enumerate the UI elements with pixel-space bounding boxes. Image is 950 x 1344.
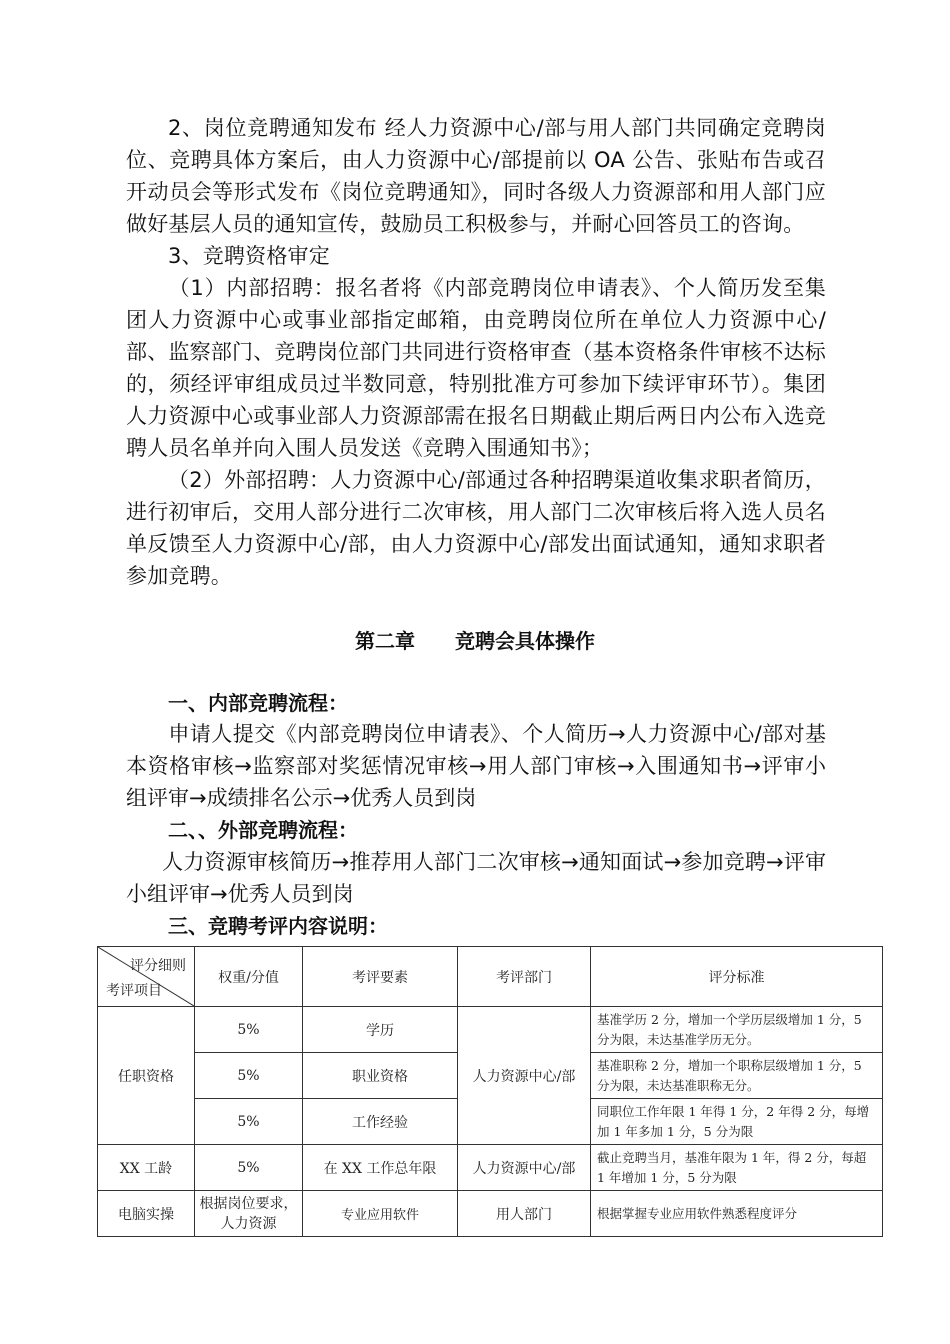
criteria-cell: 根据掌握专业应用软件熟悉程度评分 <box>591 1191 883 1237</box>
section-external-body: 人力资源审核简历→推荐用人部门二次审核→通知面试→参加竞聘→评审小组评审→优秀人员到岗 <box>126 850 826 906</box>
weight-cell: 5% <box>195 1007 303 1053</box>
scoring-table <box>97 946 883 1237</box>
paragraph-internal-recruit: （1）内部招聘：报名者将《内部竞聘岗位申请表》、个人简历发至集团人力资源中心或事业部指定邮箱，由竞聘岗位所在单位人力资源中心/部、监察部门、竞聘岗位部门共同进行资格审查（基本资格条件审核不达标的，须经评审组成员过半数同意，特别批准方可参加下续评审环节）。集团人力资源中心或事业部人力资源部需在报名日期截止期后两日内公布入选竞聘人员名单并向入围人员发送《竞聘入围通知书》； <box>126 276 826 460</box>
weight-cell: 5% <box>195 1145 303 1191</box>
chapter-heading <box>0 625 950 654</box>
factor-cell: 在 XX 工作总年限 <box>303 1145 458 1191</box>
header-dept: 考评部门 <box>458 947 591 1007</box>
header-factor: 考评要素 <box>303 947 458 1007</box>
diag-top-label: 评分细则 <box>130 958 186 974</box>
section-external-title: 二、、外部竞聘流程： <box>168 818 358 842</box>
section-criteria-title: 三、竞聘考评内容说明： <box>168 914 388 938</box>
item-cell: 任职资格 <box>98 1007 195 1145</box>
diagonal-header-cell <box>98 947 195 1007</box>
header-criteria: 评分标准 <box>591 947 883 1007</box>
factor-cell: 学历 <box>303 1007 458 1053</box>
item-cell: XX 工龄 <box>98 1145 195 1191</box>
chapter-number: 第二章 <box>355 629 415 653</box>
criteria-cell: 基准学历 2 分，增加一个学历层级增加 1 分，5 分为限，未达基准学历无分。 <box>591 1007 883 1053</box>
criteria-cell: 同职位工作年限 1 年得 1 分，2 年得 2 分，每增加 1 年多加 1 分，5 分为限 <box>591 1099 883 1145</box>
chapter-title: 竞聘会具体操作 <box>455 629 595 653</box>
section-internal-body: 申请人提交《内部竞聘岗位申请表》、个人简历→人力资源中心/部对基本资格审核→监察部对奖惩情况审核→用人部门审核→入围通知书→评审小组评审→成绩排名公示→优秀人员到岗 <box>126 722 826 810</box>
section-internal-title: 一、内部竞聘流程： <box>168 691 348 715</box>
paragraph-external-recruit: （2）外部招聘：人力资源中心/部通过各种招聘渠道收集求职者简历，进行初审后，交用人部分进行二次审核，用人部门二次审核后将入选人员名单反馈至人力资源中心/部，由人力资源中心/部发出面试通知，通知求职者参加竞聘。 <box>126 468 826 588</box>
item-cell: 电脑实操 <box>98 1191 195 1237</box>
weight-cell: 5% <box>195 1099 303 1145</box>
table-row <box>98 1007 883 1053</box>
factor-cell: 职业资格 <box>303 1053 458 1099</box>
dept-cell: 用人部门 <box>458 1191 591 1237</box>
diag-bottom-label: 考评项目 <box>106 983 162 999</box>
table-header-row <box>98 947 883 1007</box>
weight-cell: 根据岗位要求，人力资源 <box>195 1191 303 1237</box>
weight-cell: 5% <box>195 1053 303 1099</box>
paragraph-qualification-heading: 3、竞聘资格审定 <box>168 244 330 268</box>
criteria-cell: 基准职称 2 分，增加一个职称层级增加 1 分，5 分为限，未达基准职称无分。 <box>591 1053 883 1099</box>
criteria-cell: 截止竞聘当月，基准年限为 1 年，得 2 分，每超 1 年增加 1 分，5 分为限 <box>591 1145 883 1191</box>
factor-cell: 工作经验 <box>303 1099 458 1145</box>
dept-cell: 人力资源中心/部 <box>458 1145 591 1191</box>
paragraph-notice: 2、岗位竞聘通知发布 经人力资源中心/部与用人部门共同确定竞聘岗位、竞聘具体方案后，由人力资源中心/部提前以 OA 公告、张贴布告或召开动员会等形式发布《岗位竞聘通知》，同时各级人力资源部和用人部门应做好基层人员的通知宣传，鼓励员工积极参与，并耐心回答员工的咨询。 <box>126 116 826 236</box>
dept-cell: 人力资源中心/部 <box>458 1007 591 1145</box>
table-row <box>98 1145 883 1191</box>
header-weight: 权重/分值 <box>195 947 303 1007</box>
factor-cell: 专业应用软件 <box>303 1191 458 1237</box>
table-row <box>98 1191 883 1237</box>
